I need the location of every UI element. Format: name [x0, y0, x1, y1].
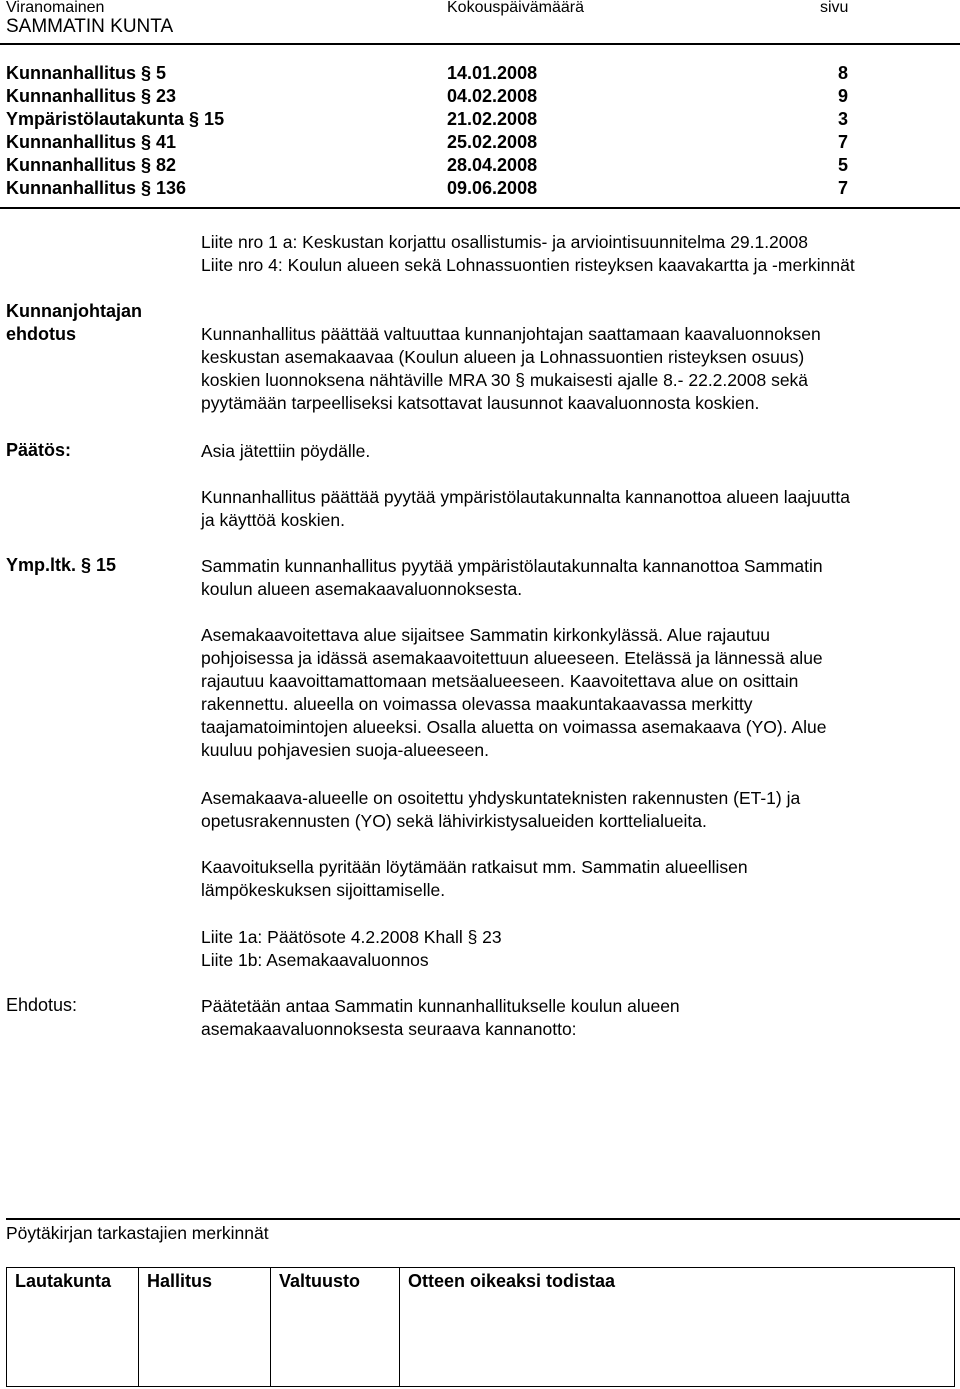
proposal-line: koskien luonnoksena nähtäville MRA 30 § mukaisesti ajalle 8.- 22.2.2008 sekä: [201, 370, 809, 390]
meeting-date: 28.04.2008: [447, 155, 538, 175]
meeting-page: 5: [838, 155, 849, 175]
meeting-page: 8: [838, 63, 849, 83]
ehdotus-line: asemakaavaluonnoksesta seuraava kannanotto:: [201, 1019, 577, 1039]
signature-cell-valtuusto: Valtuusto: [271, 1268, 400, 1387]
meeting-row: [6, 109, 951, 132]
decision-paragraph: [201, 486, 946, 532]
ehdotus-label: Ehdotus:: [6, 995, 78, 1015]
ymp-paragraph-3: [201, 787, 946, 833]
proposal-line: Kunnanhallitus päättää valtuuttaa kunnanjohtajan saattamaan kaavaluonnoksen: [201, 324, 821, 344]
meeting-row: [6, 63, 951, 86]
meeting-body: Kunnanhallitus § 5: [6, 63, 167, 83]
ymp-line: Asemakaavoitettava alue sijaitsee Sammatin kirkonkylässä. Alue rajautuu: [201, 625, 771, 645]
ymp-line: kuuluu pohjavesien suoja-alueeseen.: [201, 740, 489, 760]
ymp-paragraph-2: [201, 624, 946, 762]
decision-para-line: ja käyttöä koskien.: [201, 510, 345, 530]
ymp-line: koulun alueen asemakaavaluonnoksesta.: [201, 579, 523, 599]
organization-name: SAMMATIN KUNTA: [6, 16, 174, 37]
ymp-paragraph-1: [201, 555, 946, 601]
footer-divider: [6, 1218, 960, 1220]
meeting-date: 21.02.2008: [447, 109, 538, 129]
proposal-line: keskustan asemakaavaa (Koulun alueen ja Lohnassuontien risteyksen osuus): [201, 347, 805, 367]
proposal-label-line: Kunnanjohtajan: [6, 301, 142, 321]
proposal-text: [201, 323, 946, 415]
signature-cell-lautakunta: Lautakunta: [7, 1268, 139, 1387]
attachment-line: Liite nro 1 a: Keskustan korjattu osallistumis- ja arviointisuunnitelma 29.1.2008: [201, 232, 808, 252]
ymp-line: rajautuu kaavoittamattomaan metsäalueeseen. Kaavoitettava alue on osittain: [201, 671, 799, 691]
page-column-label: sivu: [820, 0, 849, 16]
ymp-line: taajamatoimintojen alueeksi. Osalla aluetta on voimassa asemakaava (YO). Alue: [201, 717, 827, 737]
ymp-line: Sammatin kunnanhallitus pyytää ympäristölautakunnalta kannanottoa Sammatin: [201, 556, 823, 576]
meeting-page: 7: [838, 132, 849, 152]
ymp-paragraph-4: [201, 856, 946, 902]
ymp-line: opetusrakennusten (YO) sekä lähivirkistysalueiden korttelialueita.: [201, 811, 707, 831]
ymp-attachment-line: Liite 1b: Asemakaavaluonnos: [201, 950, 429, 970]
proposal-label-line: ehdotus: [6, 324, 76, 344]
meeting-page: 7: [838, 178, 849, 198]
proposal-label: [6, 300, 142, 346]
signature-cell-hallitus: Hallitus: [139, 1268, 271, 1387]
ymp-line: Asemakaava-alueelle on osoitettu yhdyskuntateknisten rakennusten (ET-1) ja: [201, 788, 801, 808]
decision-text: [201, 440, 946, 463]
ymp-attachment-line: Liite 1a: Päätösote 4.2.2008 Khall § 23: [201, 927, 502, 947]
ymp-line: rakennettu. alueella on voimassa olevassa maakuntakaavassa merkitty: [201, 694, 753, 714]
meeting-date: 09.06.2008: [447, 178, 538, 198]
meeting-body: Kunnanhallitus § 23: [6, 86, 177, 106]
ymp-label: Ymp.ltk. § 15: [6, 555, 117, 575]
ymp-line: lämpökeskuksen sijoittamiselle.: [201, 880, 446, 900]
signature-cell-certification: Otteen oikeaksi todistaa: [400, 1268, 955, 1387]
ymp-line: Kaavoituksella pyritään löytämään ratkaisut mm. Sammatin alueellisen: [201, 857, 748, 877]
meeting-date: 14.01.2008: [447, 63, 538, 83]
meeting-page: 9: [838, 86, 849, 106]
ehdotus-line: Päätetään antaa Sammatin kunnanhallitukselle koulun alueen: [201, 996, 680, 1016]
ehdotus-text: [201, 995, 946, 1041]
meeting-body: Ympäristölautakunta § 15: [6, 109, 225, 129]
meeting-date: 25.02.2008: [447, 132, 538, 152]
decision-line: Asia jätettiin pöydälle.: [201, 441, 371, 461]
attachment-line: Liite nro 4: Koulun alueen sekä Lohnassuontien risteyksen kaavakartta ja -merkinnät: [201, 255, 855, 275]
meeting-row: [6, 132, 951, 155]
meeting-page: 3: [838, 109, 849, 129]
decision-label: Päätös:: [6, 440, 72, 460]
footer-title: Pöytäkirjan tarkastajien merkinnät: [6, 1223, 269, 1243]
decision-para-line: Kunnanhallitus päättää pyytää ympäristölautakunnalta kannanottoa alueen laajuutta: [201, 487, 850, 507]
authority-column-label: Viranomainen: [6, 0, 105, 16]
meeting-row: [6, 178, 951, 201]
meeting-body: Kunnanhallitus § 136: [6, 178, 187, 198]
meetings-divider: [0, 207, 960, 209]
proposal-line: pyytämään tarpeelliseksi katsottavat lausunnot kaavaluonnosta koskien.: [201, 393, 760, 413]
header-divider: [0, 43, 960, 45]
meeting-body: Kunnanhallitus § 41: [6, 132, 177, 152]
meeting-date: 04.02.2008: [447, 86, 538, 106]
meeting-row: [6, 155, 951, 178]
meeting-body: Kunnanhallitus § 82: [6, 155, 177, 175]
ymp-line: pohjoisessa ja idässä asemakaavoitettuun alueeseen. Etelässä ja lännessä alue: [201, 648, 823, 668]
signature-table: [6, 1267, 955, 1387]
meeting-row: [6, 86, 951, 109]
date-column-label: Kokouspäivämäärä: [447, 0, 584, 16]
ymp-attachments: [201, 926, 946, 972]
attachments-top: [201, 231, 946, 277]
